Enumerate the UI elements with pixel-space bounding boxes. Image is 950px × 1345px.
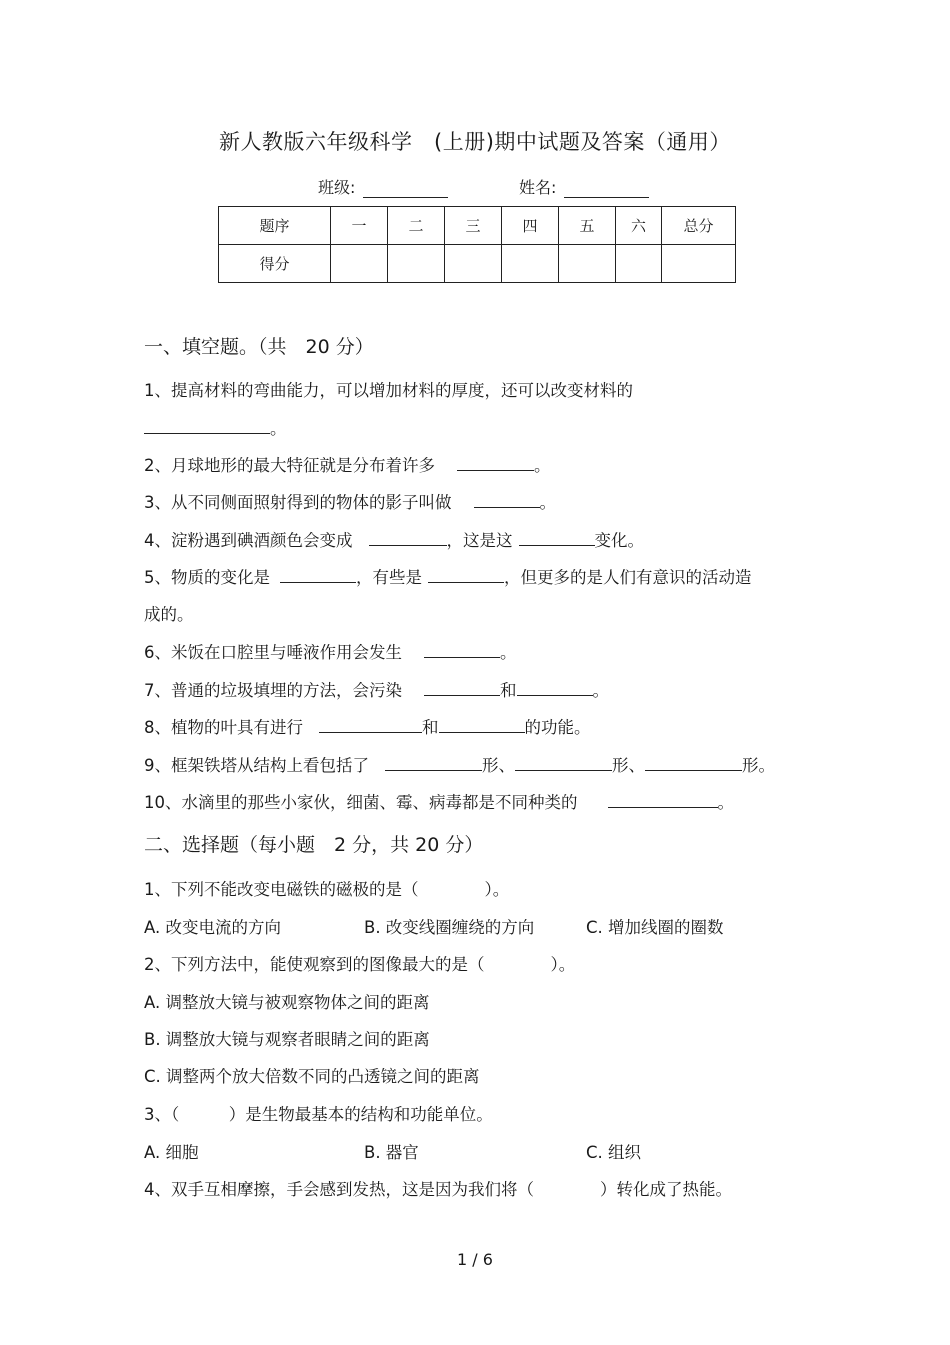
table-cell: 三 [445, 207, 502, 245]
class-blank[interactable] [363, 183, 448, 198]
name-field [519, 175, 649, 198]
name-blank[interactable] [564, 183, 649, 198]
table-cell: 一 [331, 207, 388, 245]
answer-blank[interactable] [428, 566, 504, 583]
question-text: 4、淀粉遇到碘酒颜色会变成 [144, 531, 353, 550]
table-cell: 二 [388, 207, 445, 245]
question: 3、（ ）是生物最基本的结构和功能单位。 [144, 1105, 493, 1124]
question [144, 489, 556, 513]
question: 1、提高材料的弯曲能力，可以增加材料的厚度，还可以改变材料的 [144, 381, 633, 400]
question [144, 639, 517, 663]
question [144, 564, 752, 588]
question-text: ，有些是 [356, 568, 422, 587]
question-text: ，这是这 [446, 531, 513, 550]
page-number: 1 / 6 [457, 1250, 493, 1269]
table-cell: 得分 [219, 245, 331, 283]
question-text: 和 [500, 681, 517, 700]
question-text: 。 [500, 643, 517, 662]
table-cell: 题序 [219, 207, 331, 245]
class-label: 班级: [318, 178, 356, 197]
question-text: 5、物质的变化是 [144, 568, 270, 587]
question-text: 的功能。 [524, 718, 591, 737]
question-text: 形、 [482, 756, 515, 775]
option-b[interactable]: B. 改变线圈缠绕的方向 [364, 918, 535, 937]
question-text: 3、从不同侧面照射得到的物体的影子叫做 [144, 493, 452, 512]
question-text: 变化。 [594, 531, 644, 550]
score-table-score-row [219, 245, 736, 283]
question: 2、下列方法中，能使观察到的图像最大的是（ ）。 [144, 955, 576, 974]
question-text: 2、月球地形的最大特征就是分布着许多 [144, 456, 435, 475]
score-cell[interactable] [662, 245, 736, 283]
question-text: 。 [270, 419, 287, 438]
option-a[interactable]: A. 改变电流的方向 [144, 918, 281, 937]
option-a[interactable]: A. 细胞 [144, 1143, 199, 1162]
question [144, 452, 551, 476]
answer-blank[interactable] [369, 529, 447, 546]
option-a[interactable]: A. 调整放大镜与被观察物体之间的距离 [144, 993, 430, 1012]
page-title: 新人教版六年级科学 (上册)期中试题及答案（通用） [219, 130, 731, 154]
question-text: 6、米饭在口腔里与唾液作用会发生 [144, 643, 402, 662]
answer-blank[interactable] [280, 566, 356, 583]
question: 1、下列不能改变电磁铁的磁极的是（ ）。 [144, 880, 510, 899]
table-cell: 六 [616, 207, 662, 245]
score-cell[interactable] [502, 245, 559, 283]
question-text: 形、 [612, 756, 645, 775]
score-cell[interactable] [445, 245, 502, 283]
question [144, 677, 609, 701]
question-text: 。 [534, 456, 551, 475]
question: 4、双手互相摩擦，手会感到发热，这是因为我们将（ ）转化成了热能。 [144, 1180, 732, 1199]
question [144, 527, 644, 551]
table-cell: 五 [559, 207, 616, 245]
question-text: 形。 [742, 756, 775, 775]
score-cell[interactable] [331, 245, 388, 283]
score-cell[interactable] [616, 245, 662, 283]
answer-blank[interactable] [474, 491, 540, 508]
answer-blank[interactable] [424, 641, 500, 658]
option-b[interactable]: B. 调整放大镜与观察者眼睛之间的距离 [144, 1030, 430, 1049]
option-c[interactable]: C. 组织 [586, 1143, 642, 1162]
answer-blank[interactable] [515, 754, 612, 771]
answer-blank[interactable] [608, 791, 718, 808]
question-text: 。 [592, 681, 609, 700]
option-c[interactable]: C. 调整两个放大倍数不同的凸透镜之间的距离 [144, 1067, 480, 1086]
answer-blank[interactable] [385, 754, 482, 771]
answer-blank[interactable] [319, 716, 422, 733]
table-cell: 总分 [662, 207, 736, 245]
name-label: 姓名: [519, 178, 557, 197]
answer-blank[interactable] [457, 454, 534, 471]
question-text: 7、普通的垃圾填埋的方法，会污染 [144, 681, 402, 700]
answer-blank[interactable] [144, 417, 270, 434]
answer-blank[interactable] [439, 716, 525, 733]
option-b[interactable]: B. 器官 [364, 1143, 419, 1162]
question-text: 10、水滴里的那些小家伙，细菌、霉、病毒都是不同种类的 [144, 793, 578, 812]
score-cell[interactable] [559, 245, 616, 283]
question [144, 752, 775, 776]
question-text: 和 [422, 718, 439, 737]
answer-blank[interactable] [424, 679, 500, 696]
question [144, 789, 734, 813]
score-table-header-row [219, 207, 736, 245]
score-cell[interactable] [388, 245, 445, 283]
class-field [318, 175, 448, 198]
table-cell: 四 [502, 207, 559, 245]
score-table [218, 206, 736, 283]
question-text: 8、植物的叶具有进行 [144, 718, 303, 737]
section-heading: 一、填空题。（共 20 分） [144, 336, 374, 358]
question-text: 。 [539, 493, 556, 512]
option-c[interactable]: C. 增加线圈的圈数 [586, 918, 724, 937]
answer-blank[interactable] [519, 529, 595, 546]
question-continuation: 成的。 [144, 605, 194, 624]
question-text: 。 [717, 793, 734, 812]
question [144, 714, 591, 738]
question-continuation [144, 415, 287, 439]
question-text: 9、框架铁塔从结构上看包括了 [144, 756, 369, 775]
question-text: ，但更多的是人们有意识的活动造 [504, 568, 752, 587]
answer-blank[interactable] [645, 754, 742, 771]
section-heading: 二、选择题（每小题 2 分，共 20 分） [144, 834, 484, 856]
answer-blank[interactable] [517, 679, 593, 696]
